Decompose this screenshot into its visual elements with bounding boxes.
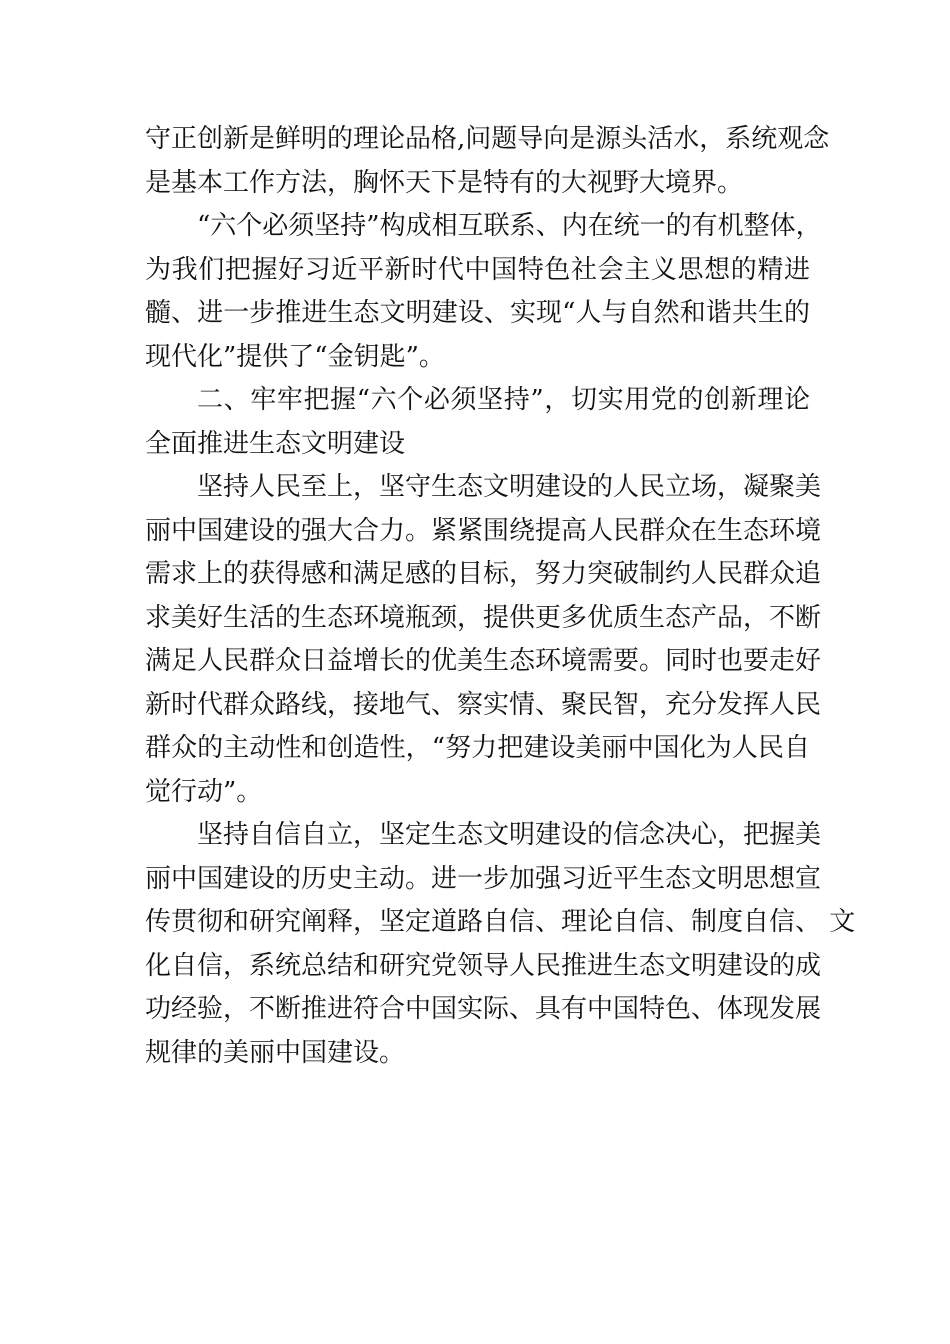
text-line: 是基本工作方法，胸怀天下是特有的大视野大境界。 (145, 167, 744, 198)
text-line: 群众的主动性和创造性，“努力把建设美丽中国化为人民自 (145, 733, 810, 763)
text-line: 守正创新是鲜明的理论品格,问题导向是源头活水，系统观念 (145, 124, 830, 154)
text-line: 髓、进一步推进生态文明建设、实现“人与自然和谐共生的 (145, 298, 810, 328)
text-line: 全面推进生态文明建设 (145, 428, 406, 459)
text-line: 满足人民群众日益增长的优美生态环境需要。同时也要走好 (145, 646, 822, 676)
text-line: 丽中国建设的强大合力。紧紧围绕提高人民群众在生态环境 (145, 515, 822, 546)
text-line: 觉行动”。 (145, 776, 263, 807)
paragraph-2 (145, 205, 822, 379)
text-line: 为我们把握好习近平新时代中国特色社会主义思想的精进 (145, 254, 810, 285)
text-line: “六个必须坚持”构成相互联系、内在统一的有机整体， (197, 211, 822, 241)
text-line: 现代化”提供了“金钥匙”。 (145, 341, 445, 372)
text-line: 传贯彻和研究阐释，坚定道路自信、理论自信、制度自信、 文 (145, 907, 856, 937)
section-heading (145, 379, 810, 466)
paragraph-4 (145, 814, 856, 1075)
paragraph-1 (145, 118, 830, 205)
text-line: 规律的美丽中国建设。 (145, 1037, 406, 1068)
paragraph-3 (145, 466, 822, 814)
text-line: 新时代群众路线，接地气、察实情、聚民智，充分发挥人民 (145, 689, 822, 720)
document-body (145, 118, 856, 1075)
text-line: 坚持人民至上，坚守生态文明建设的人民立场，凝聚美 (197, 472, 822, 502)
text-line: 坚持自信自立，坚定生态文明建设的信念决心，把握美 (197, 820, 822, 850)
text-line: 丽中国建设的历史主动。进一步加强习近平生态文明思想宣 (145, 863, 822, 894)
text-line: 需求上的获得感和满足感的目标，努力突破制约人民群众追 (145, 559, 822, 589)
text-line: 求美好生活的生态环境瓶颈，提供更多优质生态产品，不断 (145, 602, 822, 633)
text-line: 化自信，系统总结和研究党领导人民推进生态文明建设的成 (145, 950, 822, 981)
text-line: 功经验，不断推进符合中国实际、具有中国特色、体现发展 (145, 994, 822, 1024)
text-line: 二、牢牢把握“六个必须坚持”，切实用党的创新理论 (197, 385, 810, 415)
